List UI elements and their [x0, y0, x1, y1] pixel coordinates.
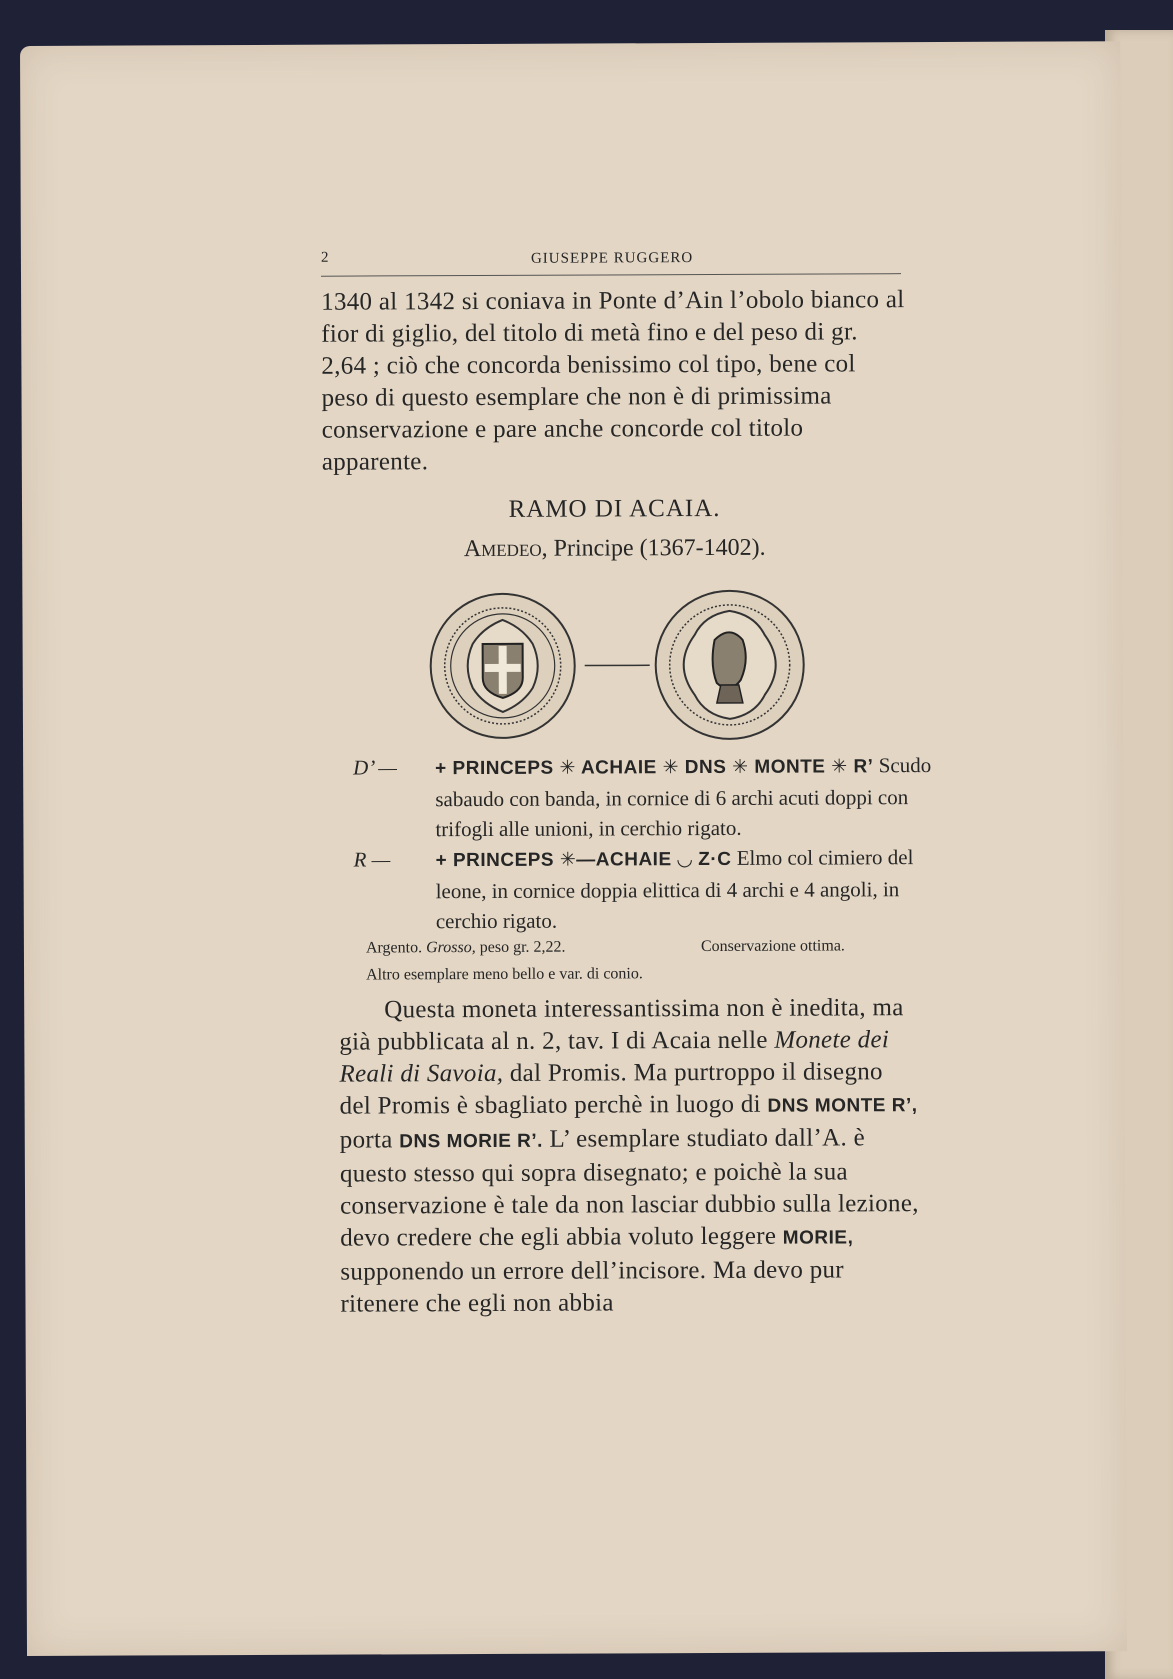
section-title: RAMO DI ACAIA.: [508, 494, 721, 523]
coin-weight: peso gr. 2,22.: [479, 938, 566, 957]
reverse-legend: + PRINCEPS ✳—ACHAIE ◡ Z·C: [435, 848, 732, 872]
para2-part4: L’ esemplare studiato dall’A. è questo stesso qui sopra disegnato; e poichè la sua conservazione è tale da non lasciar dubbio sulla lezione, devo credere che egli abbia voluto leggere: [339, 1124, 919, 1252]
metadata-row: [366, 932, 906, 961]
intro-paragraph: 1340 al 1342 si coniava in Ponte d’Ain l’obolo bianco al fior di giglio, del titolo di metà fino e del peso di gr. 2,64 ; ciò che concorda benissimo col tipo, bene col peso di questo esemplare che non è di primissima conservazione e pare anche concorde col titolo apparente.: [321, 286, 905, 476]
coin-metadata: [366, 932, 906, 988]
obverse-mark: D’ —: [353, 755, 397, 780]
coin-description: [353, 750, 934, 937]
para2-part3: porta: [339, 1126, 400, 1154]
other-specimen: Altro esemplare meno bello e var. di conio.: [366, 965, 643, 984]
coin-type: Grosso,: [426, 939, 476, 957]
para2-part5: supponendo un errore dell’incisore. Ma devo pur ritenere che egli non abbia: [340, 1256, 844, 1318]
reverse-description: [353, 842, 933, 937]
running-head: [321, 247, 901, 277]
running-title: GIUSEPPE RUGGERO: [530, 250, 694, 267]
reverse-text: Elmo col cimiero del leone, in cornice doppia elittica di 4 archi e 4 angoli, in cerchio rigato.: [435, 845, 914, 934]
obverse-text: Scudo sabaudo con banda, in cornice di 6 archi acuti doppi con trifogli alle unioni, in cerchio rigato.: [435, 753, 932, 842]
coin-figure: [424, 585, 815, 747]
reverse-coin-icon: [655, 591, 804, 740]
ruler-subtitle: [322, 534, 907, 564]
page-number: 2: [320, 249, 330, 266]
legend-dns-monte: DNS MONTE R’,: [767, 1095, 918, 1117]
obverse-description: [353, 750, 933, 845]
ruler-name: Amedeo,: [463, 535, 548, 563]
legend-dns-morie: DNS MORIE R’.: [399, 1130, 543, 1153]
ruler-title: Principe (1367-1402).: [553, 534, 766, 562]
body-paragraph: [339, 992, 920, 1321]
obverse-legend: + PRINCEPS ✳ ACHAIE ✳ DNS ✳ MONTE ✳ R’: [435, 756, 874, 780]
para2-part1: Questa moneta interessantissima non è inedita, ma già pubblicata al n. 2, tav. I di Acaia nelle: [339, 994, 904, 1056]
metal: Argento.: [365, 939, 423, 957]
page-content: [320, 192, 932, 1318]
obverse-coin-icon: [430, 594, 575, 739]
conservation: Conservazione ottima.: [700, 937, 845, 956]
reverse-mark: R —: [353, 847, 391, 872]
book-page: [20, 41, 1127, 1656]
para2-part2: dal Promis. Ma purtroppo il disegno del Promis è sbagliato perchè in luogo di: [339, 1058, 883, 1120]
legend-morie: MORIE,: [782, 1227, 854, 1249]
book-title: Monete dei Reali di Savoia,: [339, 1026, 890, 1088]
